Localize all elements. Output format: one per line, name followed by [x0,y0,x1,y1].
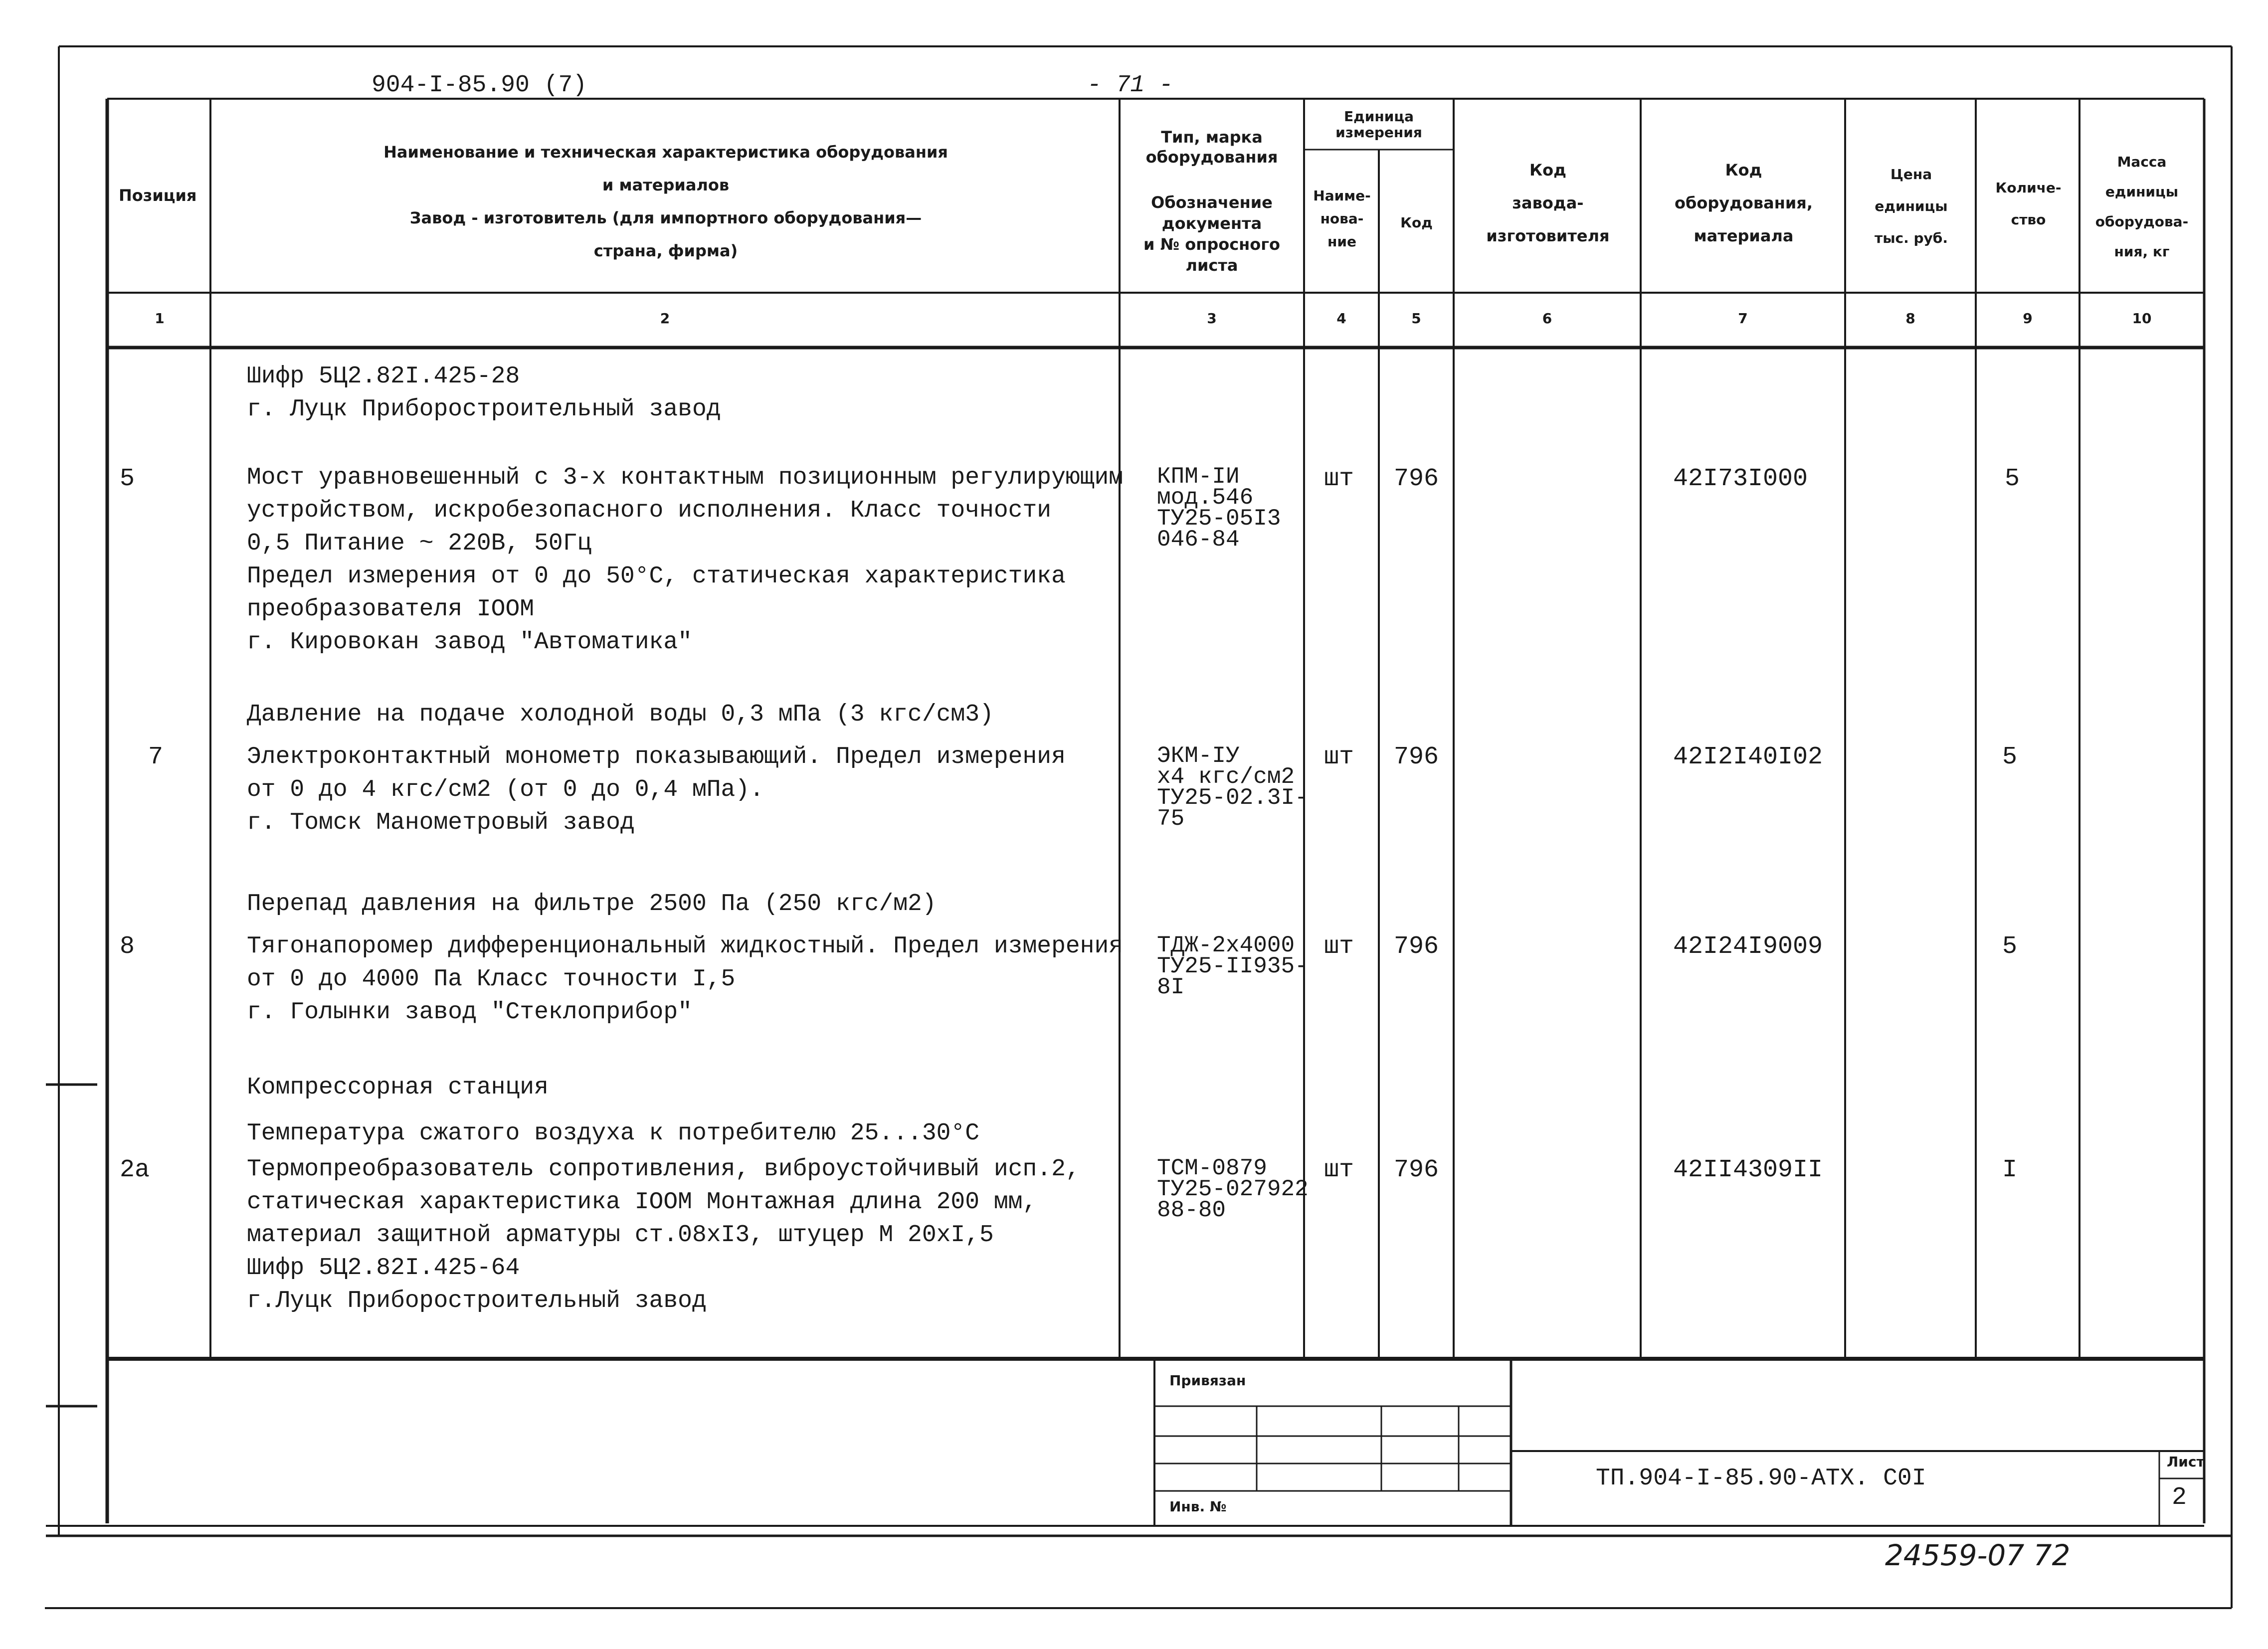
col-number: 9 [2023,310,2033,327]
col-number: 2 [660,310,670,327]
header-doc-designation: Обозначение документа и № опросного листа [1143,193,1280,275]
table-row-position: 8 [120,932,135,961]
col-number: 6 [1542,310,1552,327]
header-factory-code: Код завода- изготовителя [1486,161,1610,245]
stamp-privyazan: Привязан [1169,1372,1246,1389]
col-number: 3 [1207,310,1217,327]
footer-handwritten-number: 24559-07 72 [1885,1538,2071,1572]
table-row-unit-name: шт [1324,1156,1354,1184]
table-row-unit-name: шт [1324,932,1354,961]
table-row-quantity: I [2002,1156,2018,1184]
table-row-type: ТДЖ-2х4000 ТУ25-II935- 8I [1157,932,1309,1000]
table-row-unit-name: шт [1324,743,1354,771]
header-equipment-code: Код оборудования, материала [1675,161,1813,245]
col-number: 4 [1336,310,1346,327]
table-row-quantity: 5 [2005,465,2020,493]
col-number: 10 [2132,310,2152,327]
stamp-doc-designation: ТП.904-I-85.90-АТХ. С0I [1596,1465,1926,1492]
table-row-unit-code: 796 [1394,743,1439,771]
stamp-inv: Инв. № [1169,1498,1227,1515]
group-heading: Шифр 5Ц2.82I.425-28 г. Луцк Приборостроительный завод [247,363,721,423]
table-row-unit-code: 796 [1394,465,1439,493]
table-row-description: Электроконтактный монометр показывающий. Предел измерения от 0 до 4 кгс/см2 (от 0 до 0,4 мПа). г. Томск Манометровый завод [247,743,1066,836]
header-unit-group: Единица измерения [1335,108,1422,141]
table-row-equipment-code: 42II4309II [1673,1156,1823,1184]
table-row-position: 2а [120,1156,150,1184]
table-row-type: ЭКМ-IУ х4 кгс/см2 ТУ25-02.3I- 75 [1157,743,1309,832]
group-heading: Компрессорная станция Температура сжатого воздуха к потребителю 25...30°С [247,1074,980,1147]
group-heading: Перепад давления на фильтре 2500 Па (250 кгс/м2) [247,891,937,917]
table-row-equipment-code: 42I24I9009 [1673,932,1823,961]
table-row-position: 7 [148,743,164,771]
col-number: 8 [1905,310,1915,327]
header-mass: Масса единицы оборудова- ния, кг [2095,154,2189,260]
table-row-equipment-code: 42I73I000 [1673,465,1808,493]
table-row-description: Термопреобразователь сопротивления, виброустойчивый исп.2, статическая характеристика IOOM Монтажная длина 200 мм, материал защитной арматуры ст.08хI3, штуцер М 20хI,5 Шифр 5Ц2.82I.425-64 г.Луцк Приборостроительный завод [247,1156,1080,1314]
table-row-description: Тягонапоромер дифференциональный жидкостный. Предел измерения от 0 до 4000 Па Класс точности I,5 г. Голынки завод "Стеклоприбор" [247,933,1124,1026]
header-position: Позиция [119,186,197,205]
page-number: - 71 - [1087,72,1173,99]
header-unit-code: Код [1400,214,1433,231]
header-type: Тип, марка оборудования [1145,128,1278,167]
table-row-quantity: 5 [2002,932,2018,961]
doc-code: 904-I-85.90 (7) [372,72,587,99]
col-number: 5 [1411,310,1421,327]
stamp-sheet-label: Лист [2167,1454,2205,1470]
table-row-position: 5 [120,465,135,493]
table-row-description: Мост уравновешенный с 3-х контактным позиционным регулирующим устройством, искробезопасного исполнения. Класс точности 0,5 Питание ~ 220В, 50Гц Предел измерения от 0 до 50°С, статическая характеристика преобразователя IOOM г. Кировокан завод "Автоматика" [247,464,1124,656]
header-name: Наименование и техническая характеристика оборудования и материалов Завод - изготовитель (для импортного оборудования— страна, фирма) [383,143,948,260]
stamp-sheet-number: 2 [2172,1483,2187,1512]
group-heading: Давление на подаче холодной воды 0,3 мПа (3 кгс/см3) [247,701,994,728]
col-number: 7 [1738,310,1748,327]
header-price: Цена единицы тыс. руб. [1874,166,1948,246]
table-row-type: ТСМ-0879 ТУ25-027922 88-80 [1157,1155,1309,1223]
header-unit-name: Наиме- нова- ние [1313,187,1371,250]
table-row-equipment-code: 42I2I40I02 [1673,743,1823,771]
col-number: 1 [155,310,165,327]
table-row-quantity: 5 [2002,743,2018,771]
table-row-unit-code: 796 [1394,932,1439,961]
table-row-unit-code: 796 [1394,1156,1439,1184]
table-row-unit-name: шт [1324,465,1354,493]
header-quantity: Количе- ство [1995,180,2062,228]
table-row-type: КПМ-IИ мод.546 ТУ25-05I3 046-84 [1157,464,1281,552]
